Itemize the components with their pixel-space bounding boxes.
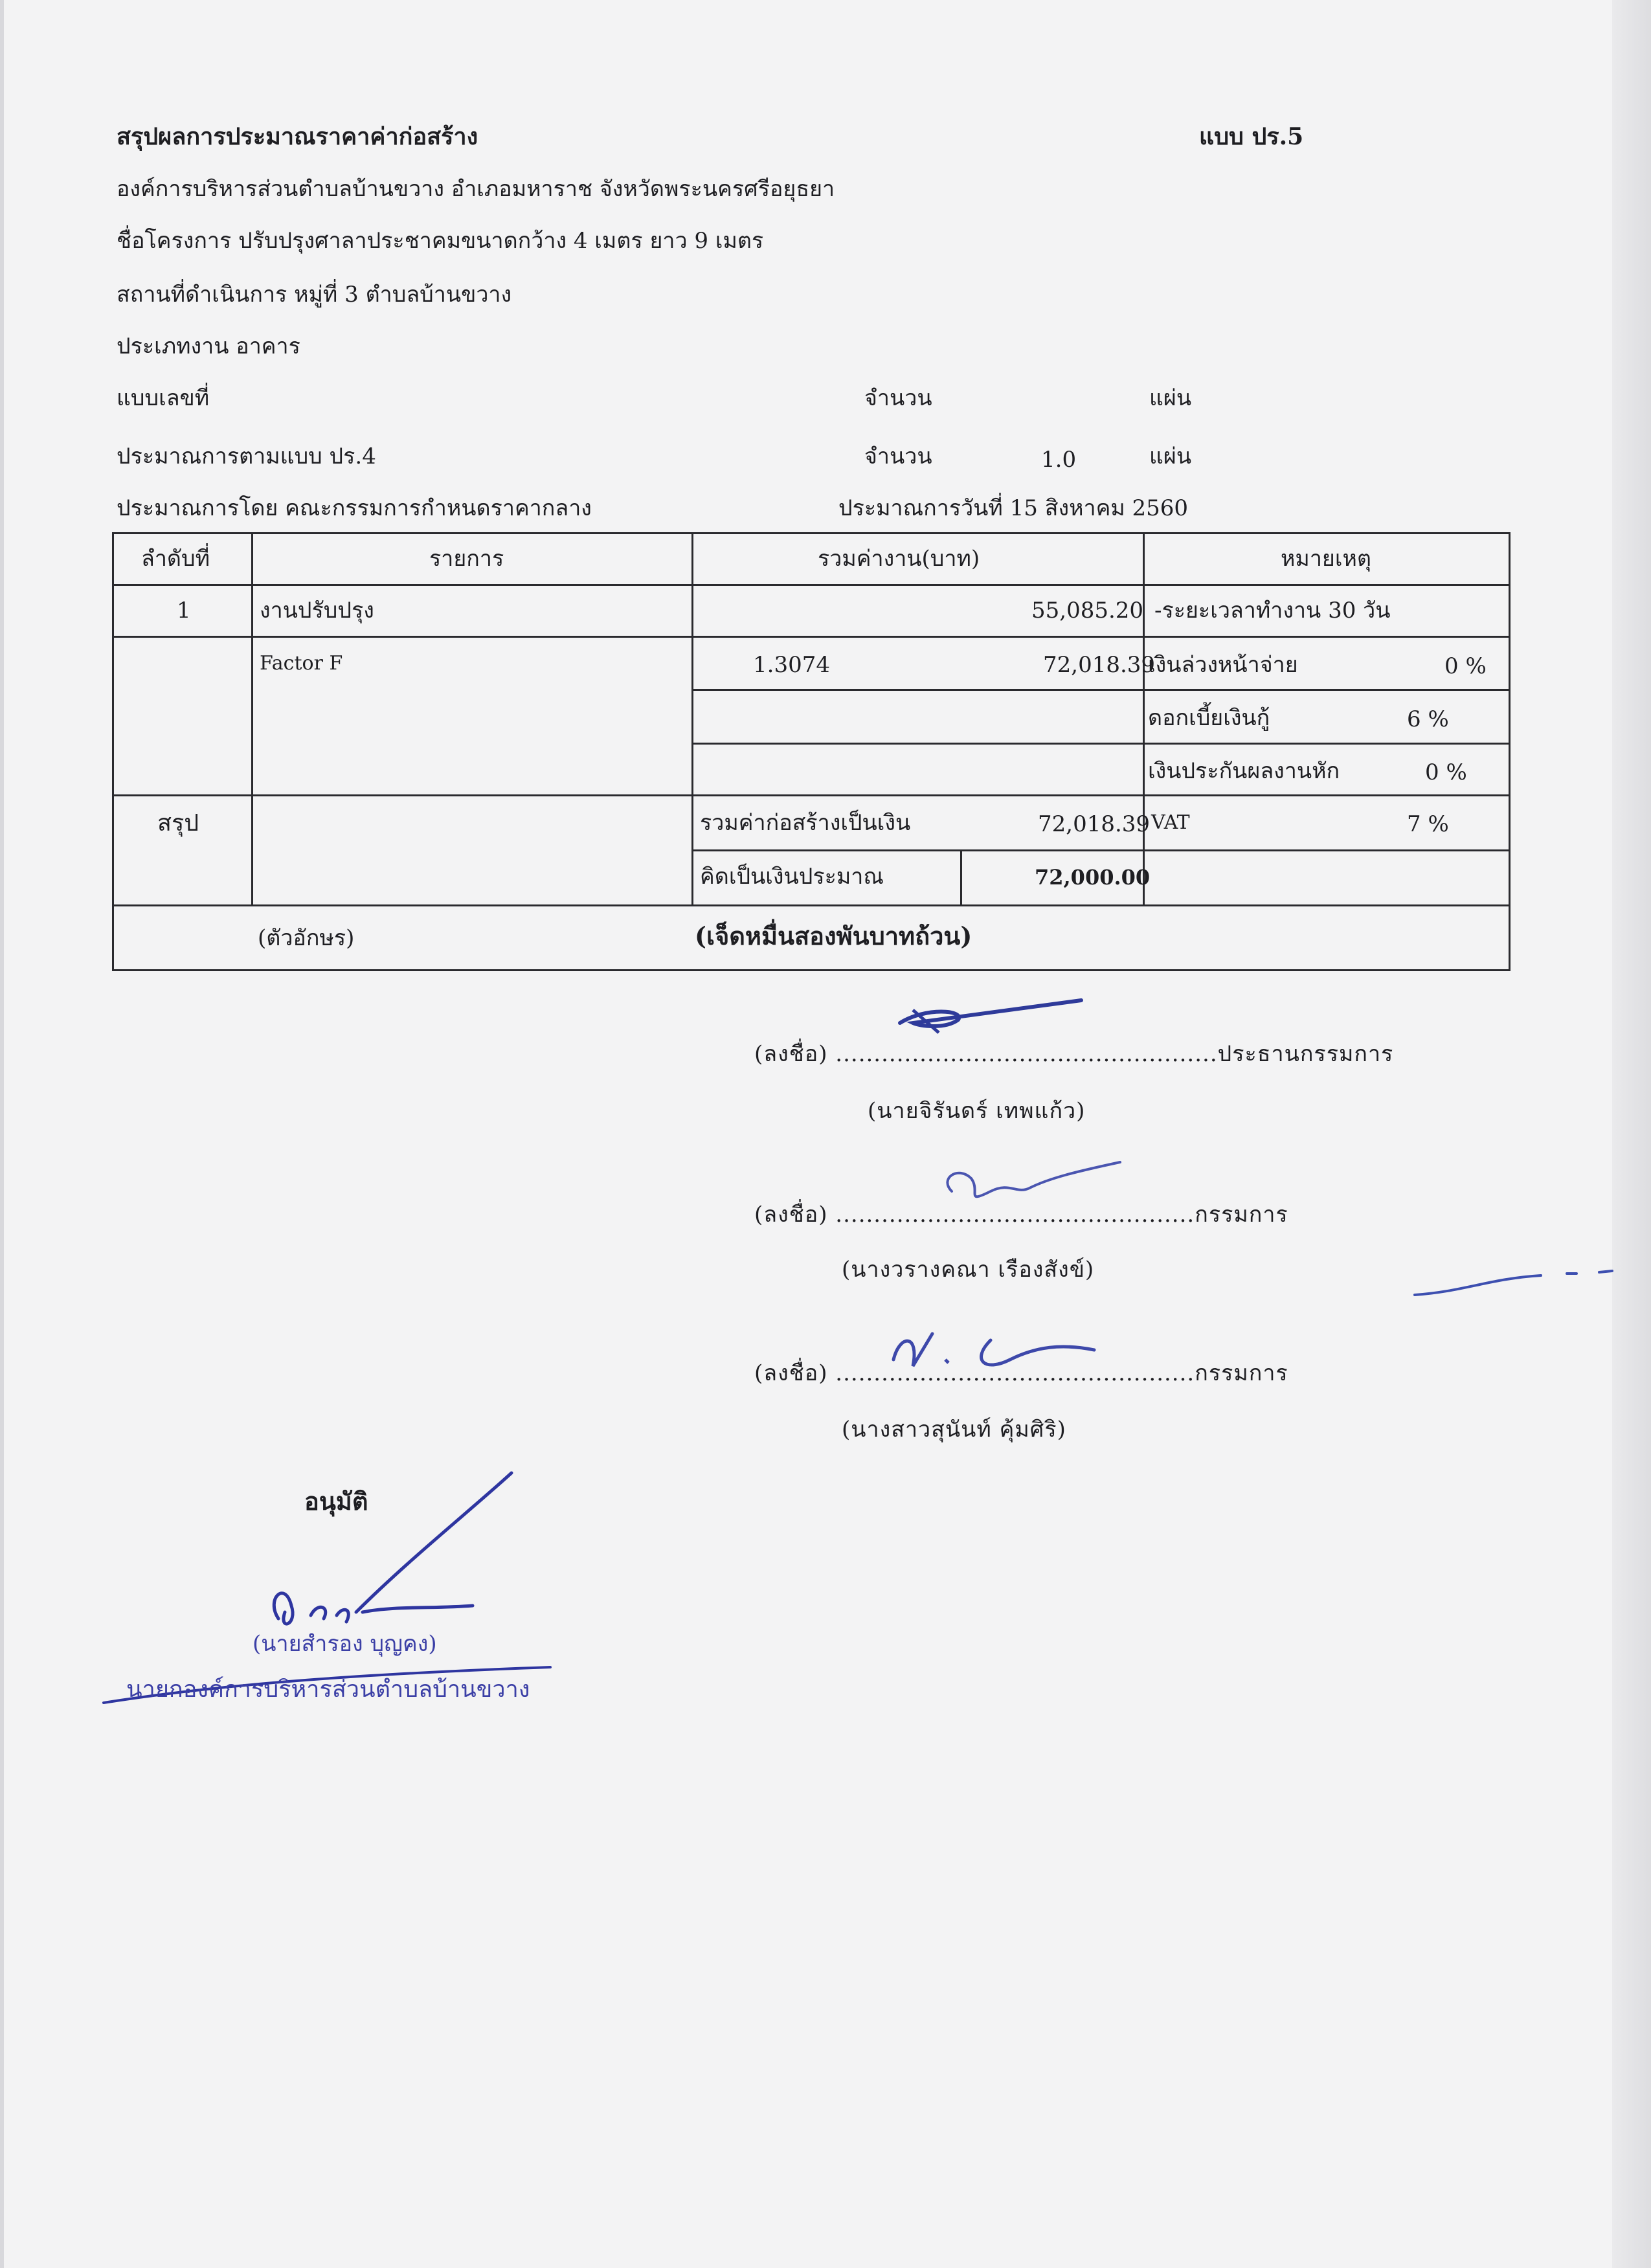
estimate-form-label: ประมาณการตามแบบ ปร.4 bbox=[117, 443, 376, 469]
summary-table bbox=[112, 532, 1511, 972]
table-line bbox=[691, 849, 1511, 851]
organization-line: องค์การบริหารส่วนตำบลบ้านขวาง อำเภอมหาราช จังหวัดพระนครศรีอยุธยา bbox=[117, 176, 835, 202]
row-note-duration: -ระยะเวลาทำงาน 30 วัน bbox=[1154, 598, 1391, 623]
table-column-line bbox=[1143, 532, 1145, 904]
note-interest-label: ดอกเบี้ยเงินกู้ bbox=[1148, 705, 1270, 731]
committee-member-2-sign-line: (ลงชื่อ) ...............................................กรรมการ bbox=[754, 1360, 1288, 1386]
table-border-left bbox=[112, 532, 114, 971]
table-line bbox=[112, 794, 1511, 796]
note-advance-value: 0 % bbox=[1444, 653, 1487, 679]
table-line bbox=[112, 584, 1511, 586]
table-line bbox=[691, 743, 1511, 745]
chairman-name: (นายจิรันดร์ เทพแก้ว) bbox=[868, 1098, 1086, 1124]
row-item: งานปรับปรุง bbox=[260, 598, 374, 623]
committee-member-1-name: (นางวรางคณา เรืองสังข์) bbox=[842, 1257, 1095, 1283]
form-code: แบบ ปร.5 bbox=[1199, 123, 1304, 150]
work-type-line: ประเภทงาน อาคาร bbox=[117, 333, 300, 359]
amount-in-words: (เจ็ดหมื่นสองพันบาทถ้วน) bbox=[695, 921, 972, 950]
summary-label: สรุป bbox=[157, 810, 199, 836]
estimate-date: ประมาณการวันที่ 15 สิงหาคม 2560 bbox=[838, 495, 1189, 521]
column-header-item: รายการ bbox=[429, 546, 504, 572]
approver-name: (นายสำรอง บุญคง) bbox=[253, 1631, 437, 1657]
factor-label: Factor F bbox=[260, 652, 343, 675]
factor-value: 1.3074 bbox=[753, 652, 830, 678]
table-line bbox=[112, 904, 1511, 906]
total-label: รวมค่าก่อสร้างเป็นเงิน bbox=[700, 810, 911, 836]
vat-value: 7 % bbox=[1407, 811, 1449, 837]
approx-label: คิดเป็นเงินประมาณ bbox=[700, 864, 884, 890]
estimate-count-value: 1.0 bbox=[1041, 447, 1077, 473]
plan-count-label: จำนวน bbox=[864, 385, 932, 411]
table-border-top bbox=[112, 532, 1511, 534]
approver-position: นายกองค์การบริหารส่วนตำบลบ้านขวาง bbox=[126, 1676, 530, 1703]
plan-count-unit: แผ่น bbox=[1149, 385, 1192, 411]
approval-title: อนุมัติ bbox=[304, 1487, 368, 1516]
note-interest-value: 6 % bbox=[1407, 706, 1449, 732]
page-right-edge bbox=[1612, 0, 1651, 2268]
estimate-count-label: จำนวน bbox=[864, 443, 932, 469]
plan-number-label: แบบเลขที่ bbox=[117, 385, 210, 411]
table-column-line bbox=[691, 532, 693, 904]
total-value: 72,018.39 bbox=[1038, 811, 1151, 837]
estimated-by-line: ประมาณการโดย คณะกรรมการกำหนดราคากลาง bbox=[117, 495, 592, 521]
row-amount: 55,085.20 bbox=[1031, 598, 1144, 623]
column-header-note: หมายเหตุ bbox=[1281, 546, 1371, 572]
stray-pen-mark bbox=[1411, 1259, 1619, 1298]
note-guarantee-value: 0 % bbox=[1425, 759, 1467, 785]
approver-signature bbox=[240, 1470, 537, 1638]
row-number: 1 bbox=[177, 598, 191, 623]
table-column-line bbox=[251, 532, 253, 904]
note-guarantee-label: เงินประกันผลงานหัก bbox=[1148, 758, 1340, 784]
chairman-sign-line: (ลงชื่อ) ..................................................ประธานกรรมการ bbox=[754, 1041, 1394, 1067]
table-line bbox=[691, 689, 1511, 691]
estimate-count-unit: แผ่น bbox=[1149, 443, 1192, 469]
vat-label: VAT bbox=[1151, 811, 1190, 834]
factor-amount: 72,018.39 bbox=[1043, 652, 1156, 678]
column-header-amount: รวมค่างาน(บาท) bbox=[818, 546, 980, 572]
table-column-line bbox=[960, 849, 962, 904]
note-advance-label: เงินล่วงหน้าจ่าย bbox=[1148, 652, 1298, 678]
words-label: (ตัวอักษร) bbox=[258, 925, 355, 951]
table-line bbox=[112, 636, 1511, 638]
location-line: สถานที่ดำเนินการ หมู่ที่ 3 ตำบลบ้านขวาง bbox=[117, 282, 512, 308]
committee-member-2-name: (นางสาวสุนันท์ คุ้มศิริ) bbox=[842, 1417, 1066, 1443]
page-left-edge bbox=[0, 0, 4, 2268]
table-border-right bbox=[1509, 532, 1511, 971]
document-title: สรุปผลการประมาณราคาค่าก่อสร้าง bbox=[117, 123, 478, 150]
project-line: ชื่อโครงการ ปรับปรุงศาลาประชาคมขนาดกว้าง 4 เมตร ยาว 9 เมตร bbox=[117, 228, 764, 254]
committee-member-1-sign-line: (ลงชื่อ) ...............................................กรรมการ bbox=[754, 1202, 1288, 1228]
column-header-no: ลำดับที่ bbox=[141, 546, 210, 572]
approx-value: 72,000.00 bbox=[1035, 865, 1151, 890]
table-border-bottom bbox=[112, 969, 1511, 971]
